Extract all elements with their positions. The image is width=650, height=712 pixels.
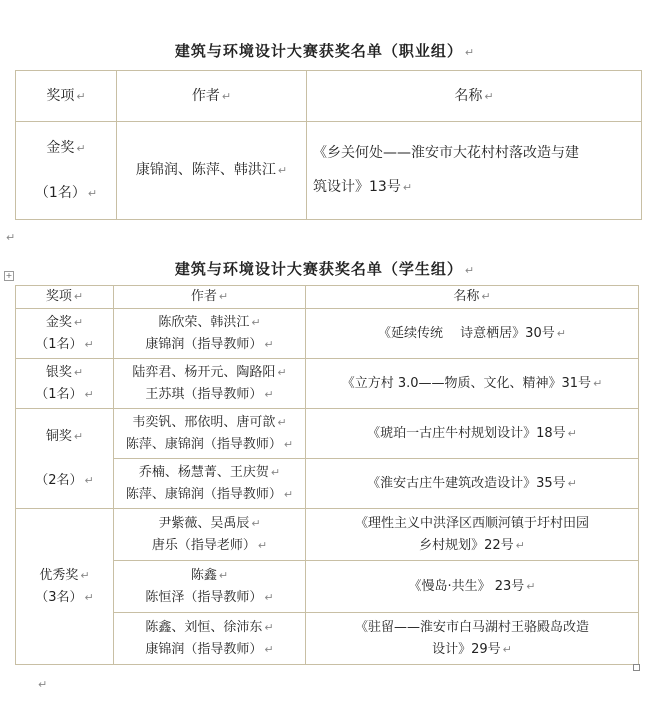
table-move-handle-icon[interactable]: + <box>5 271 13 280</box>
work-cell: 《淮安古庄牛建筑改造设计》35号 ↵ <box>306 459 639 509</box>
award-cell: 金奖 ↵ （1名） ↵ <box>16 122 117 220</box>
student-awards-table <box>15 285 639 665</box>
work-cell: 《立方村 3.0——物质、文化、精神》31号 ↵ <box>306 359 639 409</box>
paragraph-mark: ↵ <box>6 231 16 244</box>
authors-cell: 陈鑫、刘恒、徐沛东 ↵ 康锦润（指导教师） ↵ <box>114 613 306 665</box>
authors-cell: 陈鑫 ↵ 陈恒泽（指导教师） ↵ <box>114 561 306 613</box>
table2-title: 建筑与环境设计大赛获奖名单（学生组） ↵ <box>174 260 476 278</box>
table-header-row <box>16 71 642 122</box>
authors-cell: 陆弈君、杨开元、陶路阳 ↵ 王苏琪（指导教师） ↵ <box>114 359 306 409</box>
authors-cell: 乔楠、杨慧菁、王庆贺 ↵ 陈萍、康锦润（指导教师） ↵ <box>114 459 306 509</box>
table-row <box>16 122 642 220</box>
header-author: 作者 ↵ <box>114 286 306 309</box>
authors-cell: 康锦润、陈萍、韩洪江 ↵ <box>117 122 307 220</box>
work-cell: 《延续传统 诗意栖居》30号 ↵ <box>306 309 639 359</box>
table-resize-handle[interactable] <box>633 664 640 671</box>
authors-cell: 尹紫薇、吴禹辰 ↵ 唐乐（指导老师） ↵ <box>114 509 306 561</box>
table-header-row <box>16 286 639 309</box>
work-cell: 《慢岛·共生》 23号 ↵ <box>306 561 639 613</box>
award-cell: 铜奖 ↵ （2名） ↵ <box>16 409 114 509</box>
work-cell: 《乡关何处——淮安市大花村村落改造与建 筑设计》13号 ↵ <box>307 122 642 220</box>
work-cell: 《驻留——淮安市白马湖村王骆殿岛改造 设计》29号 ↵ <box>306 613 639 665</box>
table-row <box>16 409 639 459</box>
paragraph-mark: ↵ <box>464 264 476 277</box>
paragraph-mark: ↵ <box>464 46 476 59</box>
work-cell: 《理性主义中洪泽区西顺河镇于圩村田园 乡村规划》22号 ↵ <box>306 509 639 561</box>
header-award: 奖项 ↵ <box>16 71 117 122</box>
table-row <box>16 359 639 409</box>
authors-cell: 韦奕钒、邢依明、唐可歆 ↵ 陈萍、康锦润（指导教师） ↵ <box>114 409 306 459</box>
table-row <box>16 509 639 561</box>
header-work: 名称 ↵ <box>307 71 642 122</box>
award-cell: 银奖 ↵ （1名） ↵ <box>16 359 114 409</box>
vocational-awards-table <box>15 70 642 220</box>
table-row <box>16 309 639 359</box>
award-cell: 金奖 ↵ （1名） ↵ <box>16 309 114 359</box>
authors-cell: 陈欣荣、韩洪江 ↵ 康锦润（指导教师） ↵ <box>114 309 306 359</box>
paragraph-mark: ↵ <box>38 678 48 691</box>
header-author: 作者 ↵ <box>117 71 307 122</box>
table1-title: 建筑与环境设计大赛获奖名单（职业组） ↵ <box>174 42 476 60</box>
work-cell: 《琥珀一古庄牛村规划设计》18号 ↵ <box>306 409 639 459</box>
header-work: 名称 ↵ <box>306 286 639 309</box>
header-award: 奖项 ↵ <box>16 286 114 309</box>
award-cell: 优秀奖 ↵ （3名） ↵ <box>16 509 114 665</box>
